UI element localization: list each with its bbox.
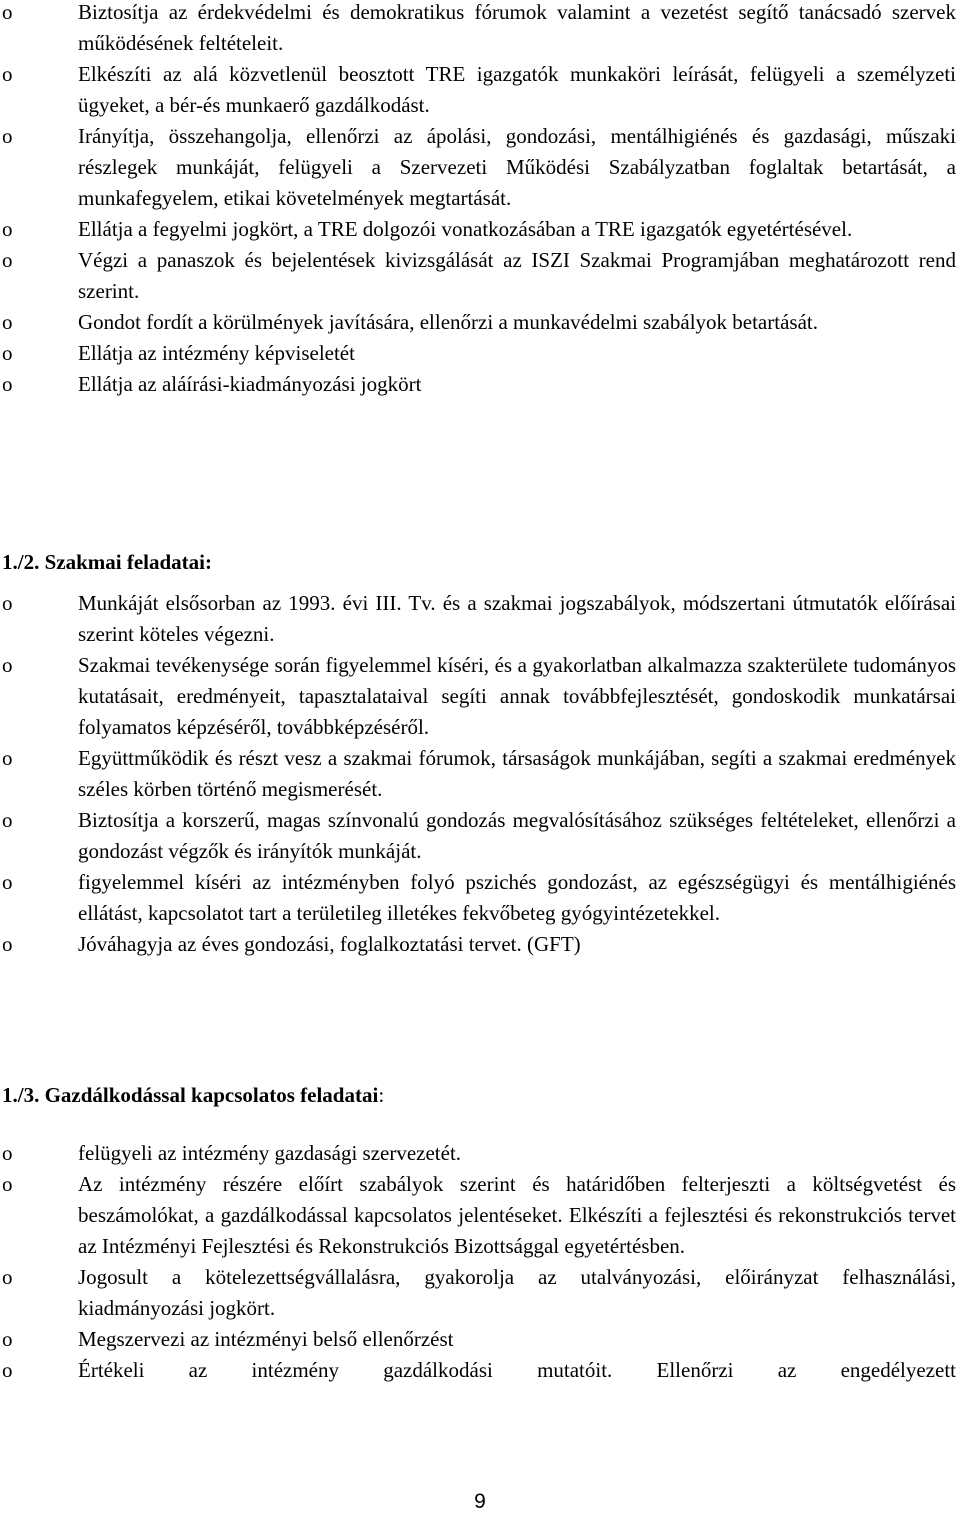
list-item-text: figyelemmel kíséri az intézményben folyó pszichés gondozást, az egészségügyi és mentálhigiénés ellátást, kapcsolatot tart a területileg illetékes fekvőbeteg gyógyintézetekkel. [78,870,956,925]
list-item-text: Értékeli az intézmény gazdálkodási mutatóit. Ellenőrzi az engedélyezett [78,1358,956,1382]
list-item-text: Ellátja a fegyelmi jogkört, a TRE dolgozói vonatkozásában a TRE igazgatók egyetértésével. [78,217,853,241]
list-item [0,650,958,743]
list-item-text: Gondot fordít a körülmények javítására, ellenőrzi a munkavédelmi szabályok betartását. [78,310,818,334]
bullet: o [2,124,13,148]
section2-heading: 1./2. Szakmai feladatai: [2,550,212,574]
section2-list [0,588,958,960]
bullet: o [2,1358,13,1382]
bullet: o [2,217,13,241]
list-item-text: Ellátja az aláírási-kiadmányozási jogkört [78,372,422,396]
list-item [0,338,958,369]
list-item-text: Ellátja az intézmény képviseletét [78,341,355,365]
section3-heading-colon: : [378,1083,385,1107]
list-item [0,0,958,59]
list-item [0,1262,958,1324]
list-item [0,369,958,400]
bullet: o [2,1141,13,1165]
bullet: o [2,310,13,334]
list-item [0,59,958,121]
list-item [0,743,958,805]
list-item [0,588,958,650]
list-item-text: Együttműködik és részt vesz a szakmai fórumok, társaságok munkájában, segíti a szakmai eredmények széles körben történő megismerését. [78,746,956,801]
list-item-text: Megszervezi az intézményi belső ellenőrzést [78,1327,454,1351]
list-item-text: Végzi a panaszok és bejelentések kivizsgálását az ISZI Szakmai Programjában meghatározott rend szerint. [78,248,956,303]
list-item-text: Biztosítja az érdekvédelmi és demokratikus fórumok valamint a vezetést segítő tanácsadó szervek működésének feltételeit. [78,0,956,55]
bullet: o [2,653,13,677]
list-item [0,805,958,867]
bullet: o [2,341,13,365]
list-item [0,1169,958,1262]
bullet: o [2,932,13,956]
list-item-text: felügyeli az intézmény gazdasági szervezetét. [78,1141,462,1165]
list-item-text: Jóváhagyja az éves gondozási, foglalkoztatási tervet. (GFT) [78,932,581,956]
list-item [0,307,958,338]
bullet: o [2,1265,13,1289]
list-item [0,1355,958,1386]
list-item [0,1138,958,1169]
bullet: o [2,808,13,832]
section3-list [0,1138,958,1386]
bullet: o [2,0,13,24]
section3-heading [2,1080,384,1111]
list-item-text: Az intézmény részére előírt szabályok szerint és határidőben felterjeszti a költségvetést és beszámolókat, a gazdálkodással kapcsolatos jelentéseket. Elkészíti a fejlesztési és rekonstrukciós tervet az Intézményi Fejlesztési és Rekonstrukciós Bizottsággal egyetértésben. [78,1172,956,1258]
page-number: 9 [474,1490,486,1513]
section1-list [0,0,958,400]
list-item-text: Szakmai tevékenysége során figyelemmel kíséri, és a gyakorlatban alkalmazza szakterülete tudományos kutatásait, eredményeit, tapasztalataival segíti annak továbbfejlesztését, gondoskodik munkatársai folyamatos képzéséről, továbbképzéséről. [78,653,956,739]
bullet: o [2,1327,13,1351]
section3-heading-text: 1./3. Gazdálkodással kapcsolatos feladatai [2,1083,379,1107]
list-item [0,1324,958,1355]
list-item [0,121,958,214]
list-item-text: Munkáját elsősorban az 1993. évi III. Tv. és a szakmai jogszabályok, módszertani útmutatók előírásai szerint köteles végezni. [78,591,956,646]
bullet: o [2,62,13,86]
bullet: o [2,591,13,615]
list-item [0,929,958,960]
list-item-text: Irányítja, összehangolja, ellenőrzi az ápolási, gondozási, mentálhigiénés és gazdasági, műszaki részlegek munkáját, felügyeli a Szervezeti Működési Szabályzatban foglaltak betartását, a munkafegyelem, etikai követelmények megtartását. [78,124,956,210]
bullet: o [2,1172,13,1196]
bullet: o [2,248,13,272]
bullet: o [2,746,13,770]
list-item [0,867,958,929]
list-item [0,214,958,245]
list-item-text: Jogosult a kötelezettségvállalásra, gyakorolja az utalványozási, előirányzat felhasználási, kiadmányozási jogkört. [78,1265,956,1320]
list-item-text: Elkészíti az alá közvetlenül beosztott TRE igazgatók munkaköri leírását, felügyeli a személyzeti ügyeket, a bér-és munkaerő gazdálkodást. [78,62,956,117]
bullet: o [2,870,13,894]
list-item-text: Biztosítja a korszerű, magas színvonalú gondozás megvalósításához szükséges feltételeket, ellenőrzi a gondozást végzők és irányítók munkáját. [78,808,956,863]
bullet: o [2,372,13,396]
list-item [0,245,958,307]
